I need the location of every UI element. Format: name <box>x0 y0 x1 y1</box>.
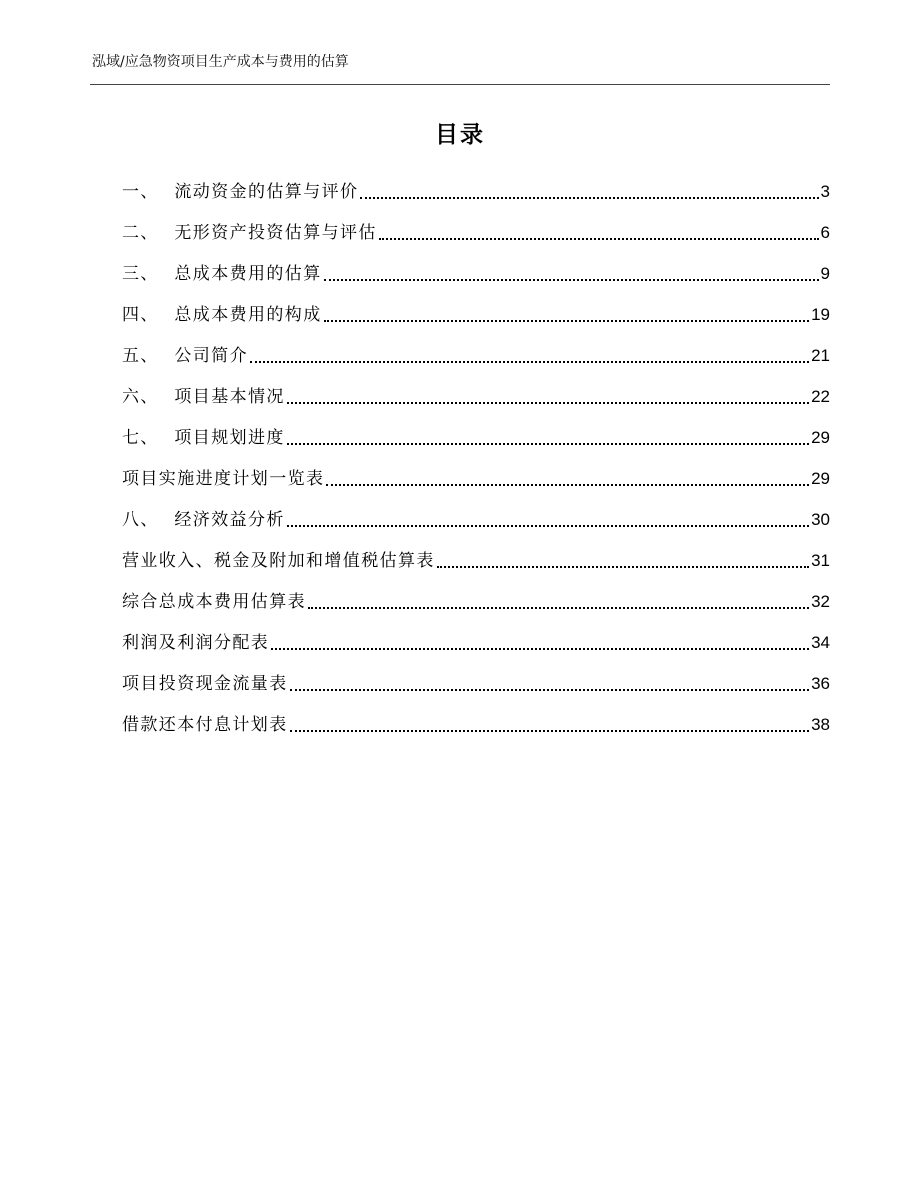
toc-entry[interactable] <box>122 457 830 498</box>
toc-entry-page: 36 <box>811 674 830 693</box>
toc-entry-page: 31 <box>811 551 830 570</box>
toc-entry[interactable] <box>122 703 830 744</box>
toc-entry-title: 借款还本付息计划表 <box>122 715 288 735</box>
toc-dot-leader <box>308 607 809 609</box>
toc-entry-number: 一 <box>122 182 141 202</box>
toc-entry[interactable] <box>122 621 830 662</box>
toc-entry-title: 总成本费用的估算 <box>174 264 322 284</box>
toc-entry[interactable] <box>122 580 830 621</box>
toc-entry-title: 公司简介 <box>174 346 249 366</box>
toc-entry[interactable] <box>122 662 830 703</box>
toc-entry-number: 八 <box>122 510 141 530</box>
toc-entry-page: 34 <box>811 633 830 652</box>
toc-entry-page: 30 <box>811 510 830 529</box>
toc-entry-title: 总成本费用的构成 <box>174 305 322 325</box>
toc-entry-page: 29 <box>811 469 830 488</box>
page-header: 泓域/应急物资项目生产成本与费用的估算 <box>92 54 349 70</box>
toc-entry-title: 项目基本情况 <box>174 387 285 407</box>
toc-entry-title: 项目规划进度 <box>174 428 285 448</box>
toc-entry-page: 9 <box>820 264 830 283</box>
toc-entry-separator: 、 <box>140 182 159 202</box>
toc-entry-page: 3 <box>820 182 830 201</box>
toc-entry-page: 38 <box>811 715 830 734</box>
toc-entry[interactable] <box>122 334 830 375</box>
toc-entry-title: 综合总成本费用估算表 <box>122 592 306 612</box>
toc-entry-title: 项目实施进度计划一览表 <box>122 469 325 489</box>
toc-dot-leader <box>287 525 809 527</box>
toc-entry-title: 经济效益分析 <box>174 510 285 530</box>
toc-entry-separator: 、 <box>140 428 159 448</box>
toc-dot-leader <box>324 320 809 322</box>
toc-entry[interactable] <box>122 293 830 334</box>
toc-entry[interactable] <box>122 375 830 416</box>
toc-entry[interactable] <box>122 539 830 580</box>
toc-entry-number: 四 <box>122 305 141 325</box>
toc-entry-number: 二 <box>122 223 141 243</box>
toc-entry[interactable] <box>122 416 830 457</box>
toc-dot-leader <box>326 484 809 486</box>
toc-entry-title: 营业收入、税金及附加和增值税估算表 <box>122 551 435 571</box>
toc-dot-leader <box>360 197 818 199</box>
toc-entry-title: 项目投资现金流量表 <box>122 674 288 694</box>
toc-entry[interactable] <box>122 211 830 252</box>
toc-entry[interactable] <box>122 498 830 539</box>
toc-entry-separator: 、 <box>140 305 159 325</box>
toc-entry-title: 无形资产投资估算与评估 <box>174 223 377 243</box>
toc-entry-title: 利润及利润分配表 <box>122 633 270 653</box>
toc-entry-title: 流动资金的估算与评价 <box>174 182 359 202</box>
table-of-contents <box>122 170 830 744</box>
toc-entry-number: 三 <box>122 264 141 284</box>
toc-entry[interactable] <box>122 252 830 293</box>
toc-entry-page: 29 <box>811 428 830 447</box>
toc-dot-leader <box>324 279 819 281</box>
toc-entry-page: 32 <box>811 592 830 611</box>
toc-dot-leader <box>271 648 809 650</box>
header-rule <box>90 84 830 85</box>
toc-dot-leader <box>379 238 819 240</box>
toc-dot-leader <box>290 730 809 732</box>
toc-entry-separator: 、 <box>140 264 159 284</box>
toc-entry-page: 6 <box>820 223 830 242</box>
toc-dot-leader <box>250 361 809 363</box>
toc-entry-number: 六 <box>122 387 141 407</box>
toc-dot-leader <box>437 566 809 568</box>
toc-entry-number: 七 <box>122 428 141 448</box>
toc-entry-page: 21 <box>811 346 830 365</box>
toc-entry-separator: 、 <box>140 387 159 407</box>
page-title: 目录 <box>435 122 485 148</box>
toc-entry-separator: 、 <box>140 510 159 530</box>
toc-entry-page: 19 <box>811 305 830 324</box>
toc-entry-page: 22 <box>811 387 830 406</box>
toc-dot-leader <box>287 402 809 404</box>
toc-dot-leader <box>290 689 809 691</box>
toc-entry[interactable] <box>122 170 830 211</box>
toc-dot-leader <box>287 443 809 445</box>
toc-entry-separator: 、 <box>140 346 159 366</box>
toc-entry-separator: 、 <box>140 223 159 243</box>
toc-entry-number: 五 <box>122 346 141 366</box>
